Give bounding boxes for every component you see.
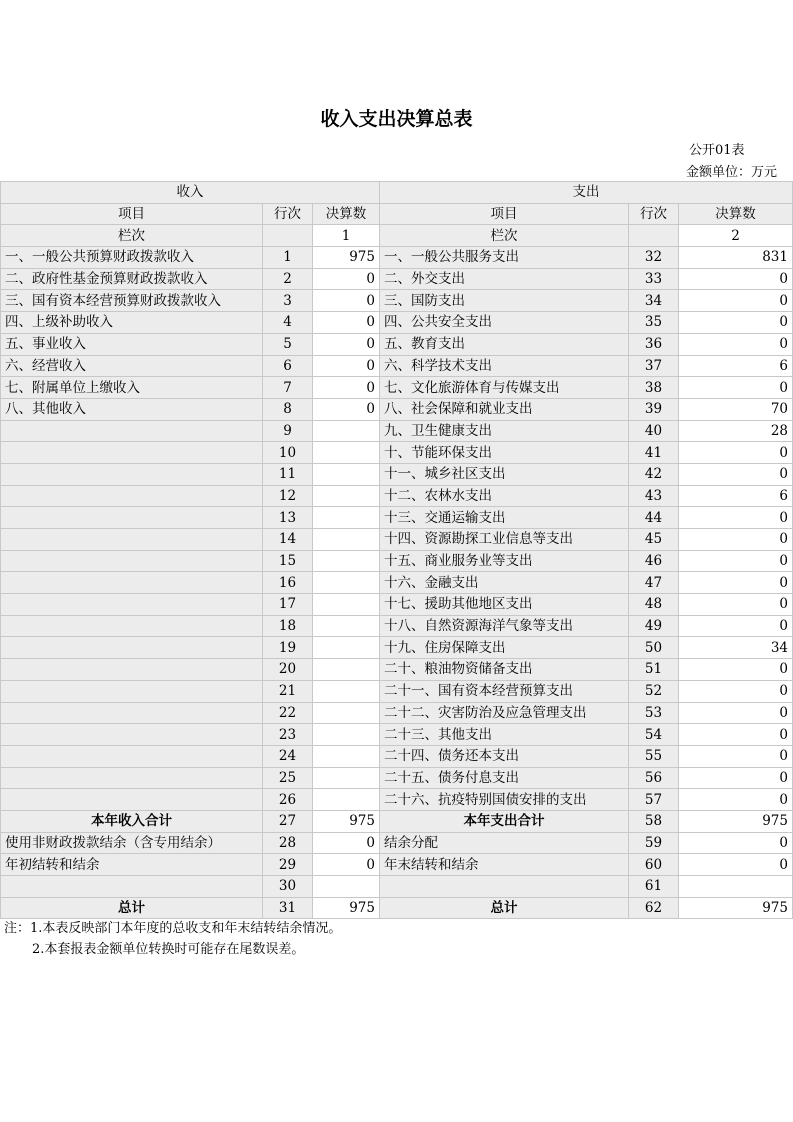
expense-amount: 70 — [679, 398, 793, 420]
expense-item: 十一、城乡社区支出 — [380, 463, 629, 485]
expense-amount: 0 — [679, 572, 793, 594]
table-row — [1, 290, 793, 312]
income-amount — [313, 876, 380, 898]
note-2: 2.本套报表金额单位转换时可能存在尾数误差。 — [32, 942, 305, 957]
table-row — [1, 767, 793, 789]
expense-line-number: 49 — [629, 615, 679, 637]
income-item — [1, 724, 263, 746]
expense-amount: 0 — [679, 290, 793, 312]
expense-line-number: 36 — [629, 333, 679, 355]
income-item: 七、附属单位上缴收入 — [1, 377, 263, 399]
income-amount — [313, 767, 380, 789]
expense-amount: 0 — [679, 550, 793, 572]
table-row — [1, 507, 793, 529]
expense-column-number: 2 — [679, 225, 793, 247]
expense-amount: 831 — [679, 247, 793, 269]
income-line-number: 23 — [263, 724, 313, 746]
income-line-number: 18 — [263, 615, 313, 637]
income-item — [1, 767, 263, 789]
expense-amount: 6 — [679, 485, 793, 507]
income-amount: 0 — [313, 268, 380, 290]
expense-amount: 0 — [679, 767, 793, 789]
amount-unit: 金额单位：万元 — [686, 165, 778, 180]
expense-line-number: 57 — [629, 789, 679, 811]
table-row — [1, 876, 793, 898]
income-item — [1, 594, 263, 616]
income-amount-header: 决算数 — [313, 203, 380, 225]
expense-amount: 975 — [679, 810, 793, 832]
income-line-number: 24 — [263, 745, 313, 767]
form-number: 公开01表 — [689, 143, 745, 158]
income-item: 二、政府性基金预算财政拨款收入 — [1, 268, 263, 290]
income-line-number: 5 — [263, 333, 313, 355]
income-amount: 975 — [313, 247, 380, 269]
income-amount — [313, 702, 380, 724]
expense-amount: 0 — [679, 659, 793, 681]
income-line-number: 9 — [263, 420, 313, 442]
expense-item: 总计 — [380, 897, 629, 919]
expense-amount: 0 — [679, 377, 793, 399]
income-item — [1, 876, 263, 898]
table-row — [1, 572, 793, 594]
income-line-number: 27 — [263, 810, 313, 832]
expense-amount: 34 — [679, 637, 793, 659]
income-amount — [313, 659, 380, 681]
income-amount — [313, 529, 380, 551]
table-row — [1, 854, 793, 876]
income-line-number: 21 — [263, 680, 313, 702]
table-row — [1, 485, 793, 507]
expense-line-number: 60 — [629, 854, 679, 876]
income-amount — [313, 420, 380, 442]
expense-amount: 0 — [679, 463, 793, 485]
expense-item: 年末结转和结余 — [380, 854, 629, 876]
income-item: 五、事业收入 — [1, 333, 263, 355]
expense-item: 一、一般公共服务支出 — [380, 247, 629, 269]
column-number-row — [1, 225, 793, 247]
expense-item: 十三、交通运输支出 — [380, 507, 629, 529]
income-line-number: 22 — [263, 702, 313, 724]
income-amount — [313, 724, 380, 746]
income-line-number: 26 — [263, 789, 313, 811]
expense-line-number: 43 — [629, 485, 679, 507]
income-amount: 975 — [313, 897, 380, 919]
expense-item: 二十三、其他支出 — [380, 724, 629, 746]
income-line-number: 3 — [263, 290, 313, 312]
income-item: 一、一般公共预算财政拨款收入 — [1, 247, 263, 269]
income-header: 收入 — [1, 182, 380, 204]
income-amount: 0 — [313, 290, 380, 312]
expense-amount: 975 — [679, 897, 793, 919]
expense-line-number: 42 — [629, 463, 679, 485]
income-item: 六、经营收入 — [1, 355, 263, 377]
table-row — [1, 312, 793, 334]
income-amount: 0 — [313, 398, 380, 420]
table-row — [1, 659, 793, 681]
income-line-number: 4 — [263, 312, 313, 334]
expense-item: 五、教育支出 — [380, 333, 629, 355]
expense-line-number: 58 — [629, 810, 679, 832]
expense-item: 十六、金融支出 — [380, 572, 629, 594]
income-line-number: 14 — [263, 529, 313, 551]
income-item: 四、上级补助收入 — [1, 312, 263, 334]
income-line-number: 28 — [263, 832, 313, 854]
table-row — [1, 442, 793, 464]
table-row — [1, 745, 793, 767]
income-line-number: 17 — [263, 594, 313, 616]
income-item — [1, 572, 263, 594]
income-amount — [313, 637, 380, 659]
expense-item — [380, 876, 629, 898]
notes — [4, 918, 341, 960]
table-row — [1, 463, 793, 485]
expense-line-number: 40 — [629, 420, 679, 442]
income-line-number: 16 — [263, 572, 313, 594]
table-row — [1, 529, 793, 551]
expense-item: 八、社会保障和就业支出 — [380, 398, 629, 420]
expense-line-number: 44 — [629, 507, 679, 529]
expense-line-number: 38 — [629, 377, 679, 399]
income-amount — [313, 463, 380, 485]
income-item — [1, 485, 263, 507]
expense-amount: 28 — [679, 420, 793, 442]
income-line-number: 10 — [263, 442, 313, 464]
expense-line-number: 51 — [629, 659, 679, 681]
income-amount: 0 — [313, 333, 380, 355]
income-item — [1, 463, 263, 485]
income-line-number: 2 — [263, 268, 313, 290]
expense-item: 十四、资源勘探工业信息等支出 — [380, 529, 629, 551]
expense-amount: 0 — [679, 680, 793, 702]
income-item — [1, 659, 263, 681]
income-amount — [313, 789, 380, 811]
table-row — [1, 680, 793, 702]
income-item — [1, 420, 263, 442]
table-row — [1, 247, 793, 269]
expense-line-number: 62 — [629, 897, 679, 919]
table-row — [1, 702, 793, 724]
expense-item: 三、国防支出 — [380, 290, 629, 312]
table-row — [1, 333, 793, 355]
expense-amount: 0 — [679, 702, 793, 724]
table-row — [1, 615, 793, 637]
income-amount: 0 — [313, 832, 380, 854]
income-amount: 975 — [313, 810, 380, 832]
table-row — [1, 637, 793, 659]
expense-line-number: 35 — [629, 312, 679, 334]
expense-item: 十九、住房保障支出 — [380, 637, 629, 659]
section-header-row — [1, 182, 793, 204]
expense-item: 二、外交支出 — [380, 268, 629, 290]
table-row — [1, 398, 793, 420]
income-item — [1, 550, 263, 572]
expense-item: 九、卫生健康支出 — [380, 420, 629, 442]
table-row — [1, 724, 793, 746]
income-item — [1, 680, 263, 702]
income-item — [1, 702, 263, 724]
expense-line-header: 行次 — [629, 203, 679, 225]
income-line-number: 8 — [263, 398, 313, 420]
income-column-number: 1 — [313, 225, 380, 247]
expense-amount-header: 决算数 — [679, 203, 793, 225]
expense-line-number: 34 — [629, 290, 679, 312]
income-amount: 0 — [313, 312, 380, 334]
expense-line-number: 53 — [629, 702, 679, 724]
income-amount — [313, 572, 380, 594]
table-row — [1, 550, 793, 572]
income-item-header: 项目 — [1, 203, 263, 225]
expense-line-number: 45 — [629, 529, 679, 551]
income-line-number: 15 — [263, 550, 313, 572]
expense-line-number: 52 — [629, 680, 679, 702]
expense-line-number: 32 — [629, 247, 679, 269]
expense-line-number: 56 — [629, 767, 679, 789]
page-title: 收入支出决算总表 — [320, 108, 473, 130]
table-row — [1, 377, 793, 399]
expense-item: 十、节能环保支出 — [380, 442, 629, 464]
subtotal-row — [1, 810, 793, 832]
income-item — [1, 507, 263, 529]
income-line-number: 1 — [263, 247, 313, 269]
income-item: 八、其他收入 — [1, 398, 263, 420]
expense-line-number: 33 — [629, 268, 679, 290]
expense-column-label: 栏次 — [380, 225, 629, 247]
income-amount — [313, 615, 380, 637]
expense-amount: 0 — [679, 507, 793, 529]
income-line-number: 29 — [263, 854, 313, 876]
expense-amount: 6 — [679, 355, 793, 377]
income-item: 总计 — [1, 897, 263, 919]
expense-amount: 0 — [679, 442, 793, 464]
expense-amount: 0 — [679, 745, 793, 767]
expense-amount: 0 — [679, 789, 793, 811]
income-item — [1, 637, 263, 659]
column-header-row — [1, 203, 793, 225]
income-line-number: 13 — [263, 507, 313, 529]
income-line-number: 20 — [263, 659, 313, 681]
expense-amount: 0 — [679, 529, 793, 551]
expense-line-number: 37 — [629, 355, 679, 377]
expense-line-number: 48 — [629, 594, 679, 616]
income-amount — [313, 442, 380, 464]
expense-line-number: 61 — [629, 876, 679, 898]
income-item — [1, 615, 263, 637]
income-amount: 0 — [313, 854, 380, 876]
expense-amount: 0 — [679, 724, 793, 746]
expense-item: 二十五、债务付息支出 — [380, 767, 629, 789]
total-row — [1, 897, 793, 919]
table-row — [1, 594, 793, 616]
income-line-number: 30 — [263, 876, 313, 898]
table-row — [1, 420, 793, 442]
expense-item-header: 项目 — [380, 203, 629, 225]
income-amount — [313, 550, 380, 572]
expense-item: 十二、农林水支出 — [380, 485, 629, 507]
expense-item: 七、文化旅游体育与传媒支出 — [380, 377, 629, 399]
income-amount — [313, 485, 380, 507]
expense-line-number: 59 — [629, 832, 679, 854]
expense-item: 二十、粮油物资储备支出 — [380, 659, 629, 681]
expense-line-number: 54 — [629, 724, 679, 746]
income-amount — [313, 745, 380, 767]
income-line-number: 31 — [263, 897, 313, 919]
expense-item: 十八、自然资源海洋气象等支出 — [380, 615, 629, 637]
income-column-label: 栏次 — [1, 225, 263, 247]
income-line-header: 行次 — [263, 203, 313, 225]
expense-line-number: 47 — [629, 572, 679, 594]
income-amount — [313, 680, 380, 702]
expense-amount: 0 — [679, 268, 793, 290]
expense-item: 本年支出合计 — [380, 810, 629, 832]
expense-header: 支出 — [380, 182, 793, 204]
table-row — [1, 789, 793, 811]
income-item — [1, 529, 263, 551]
income-amount: 0 — [313, 377, 380, 399]
expense-item: 二十二、灾害防治及应急管理支出 — [380, 702, 629, 724]
expense-amount: 0 — [679, 854, 793, 876]
expense-amount — [679, 876, 793, 898]
income-item: 使用非财政拨款结余（含专用结余） — [1, 832, 263, 854]
income-amount — [313, 507, 380, 529]
expense-item: 四、公共安全支出 — [380, 312, 629, 334]
expense-line-number: 55 — [629, 745, 679, 767]
income-expense-table — [0, 181, 793, 919]
expense-item: 二十一、国有资本经营预算支出 — [380, 680, 629, 702]
expense-amount: 0 — [679, 333, 793, 355]
expense-amount: 0 — [679, 832, 793, 854]
income-line-number: 6 — [263, 355, 313, 377]
table-row — [1, 355, 793, 377]
table-row — [1, 268, 793, 290]
table-row — [1, 832, 793, 854]
income-item: 三、国有资本经营预算财政拨款收入 — [1, 290, 263, 312]
expense-item: 六、科学技术支出 — [380, 355, 629, 377]
income-line-number: 12 — [263, 485, 313, 507]
expense-item: 十七、援助其他地区支出 — [380, 594, 629, 616]
income-line-number: 19 — [263, 637, 313, 659]
income-item — [1, 442, 263, 464]
income-line-number: 11 — [263, 463, 313, 485]
expense-line-number: 41 — [629, 442, 679, 464]
expense-item: 二十四、债务还本支出 — [380, 745, 629, 767]
income-line-number: 25 — [263, 767, 313, 789]
note-1: 注：1.本表反映部门本年度的总收支和年末结转结余情况。 — [4, 921, 342, 936]
expense-line-number: 39 — [629, 398, 679, 420]
income-item: 本年收入合计 — [1, 810, 263, 832]
expense-item: 二十六、抗疫特别国债安排的支出 — [380, 789, 629, 811]
expense-amount: 0 — [679, 615, 793, 637]
expense-line-number: 50 — [629, 637, 679, 659]
income-item: 年初结转和结余 — [1, 854, 263, 876]
income-amount — [313, 594, 380, 616]
income-line-number: 7 — [263, 377, 313, 399]
income-item — [1, 745, 263, 767]
expense-item: 十五、商业服务业等支出 — [380, 550, 629, 572]
income-item — [1, 789, 263, 811]
income-amount: 0 — [313, 355, 380, 377]
expense-item: 结余分配 — [380, 832, 629, 854]
expense-line-number: 46 — [629, 550, 679, 572]
expense-amount: 0 — [679, 594, 793, 616]
expense-amount: 0 — [679, 312, 793, 334]
